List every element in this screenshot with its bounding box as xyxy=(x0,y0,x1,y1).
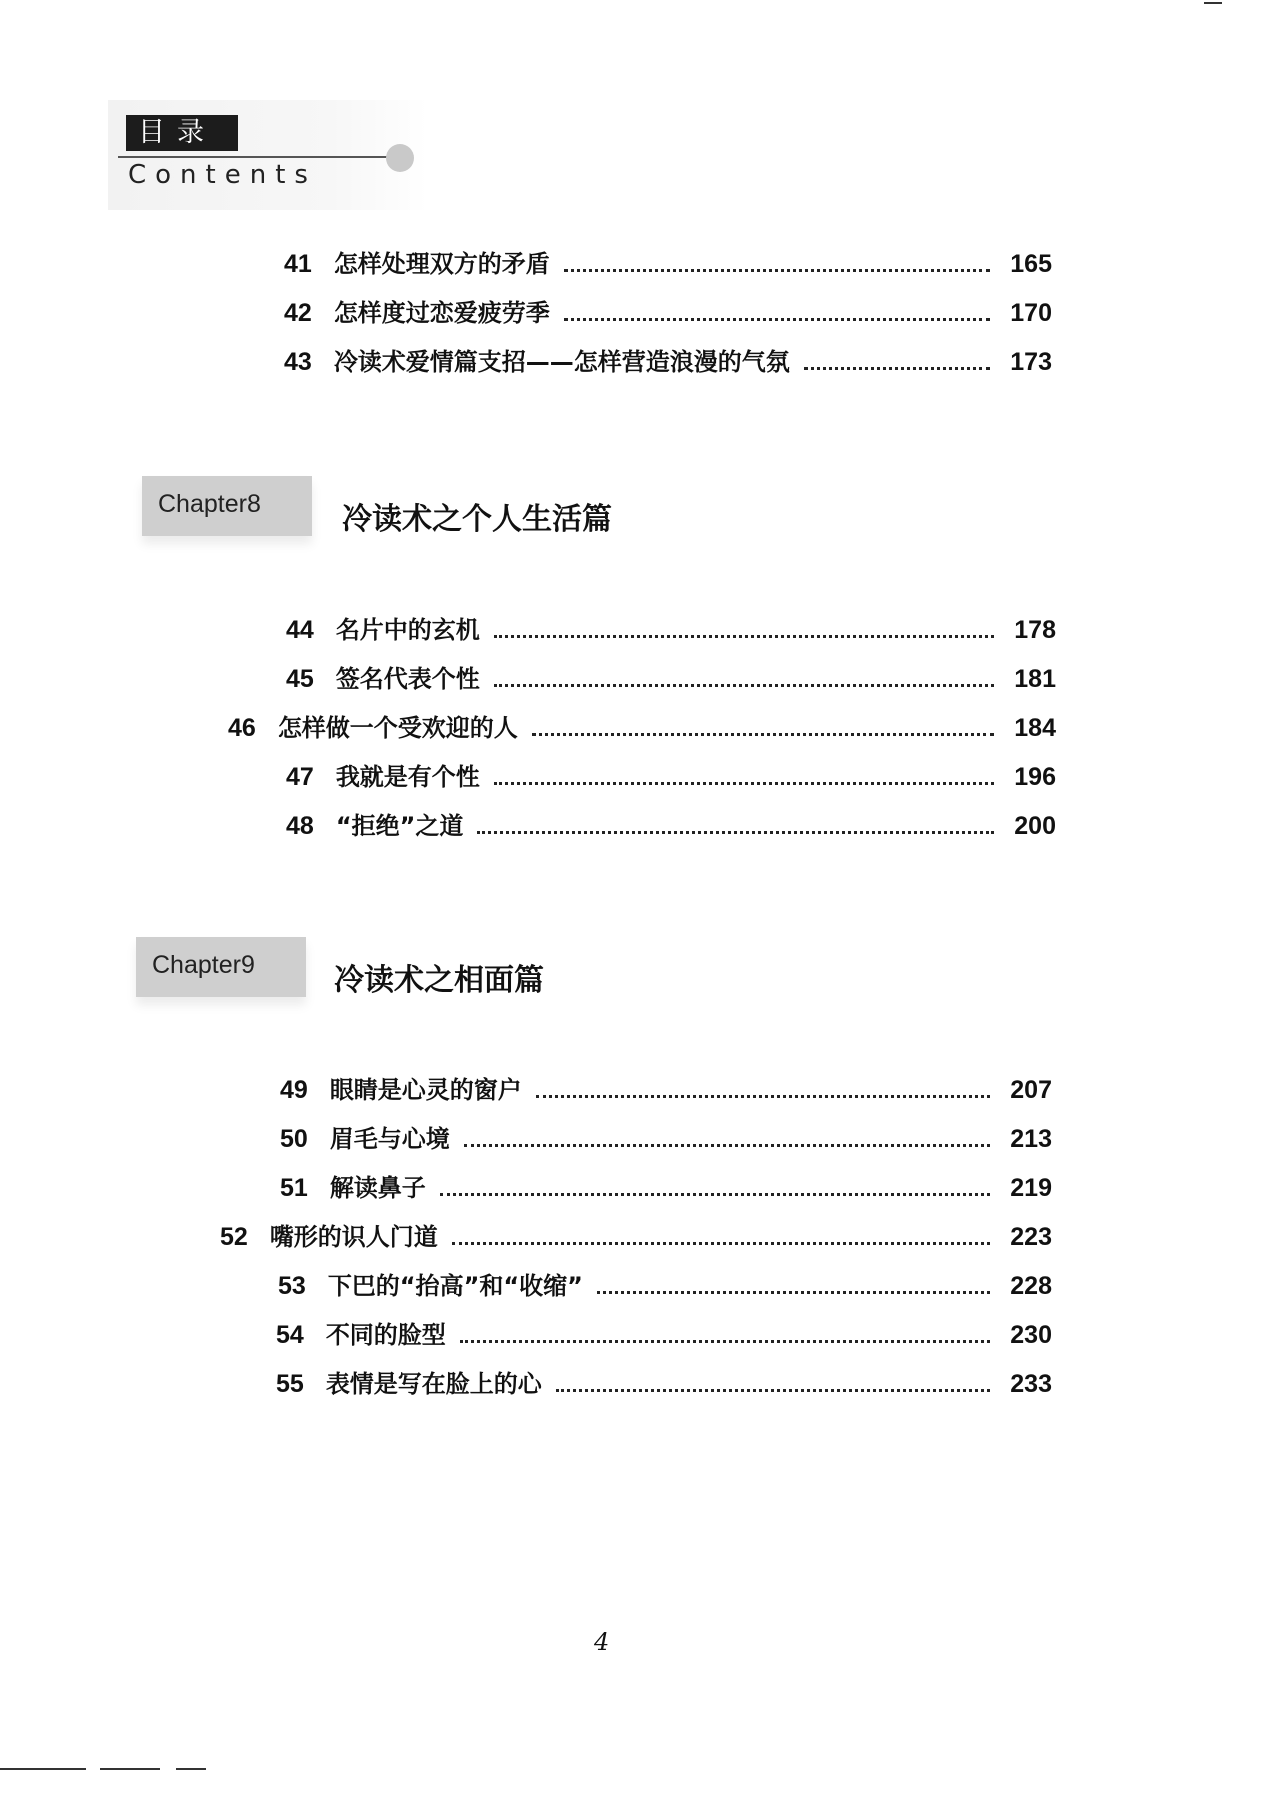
toc-entry[interactable] xyxy=(286,610,1056,650)
entry-page: 178 xyxy=(1014,616,1056,644)
entry-number: 46 xyxy=(228,714,256,742)
dot-leader xyxy=(494,782,994,785)
entry-number: 52 xyxy=(220,1223,248,1251)
entry-number: 51 xyxy=(280,1174,308,1202)
toc-entry[interactable] xyxy=(284,244,1052,284)
scan-mark xyxy=(0,1768,86,1770)
entry-page: 233 xyxy=(1010,1370,1052,1398)
toc-entry[interactable] xyxy=(286,806,1056,846)
contents-subtitle: Contents xyxy=(128,160,317,190)
entry-title: 怎样做一个受欢迎的人 xyxy=(277,714,518,742)
dot-leader xyxy=(564,269,990,272)
entry-number: 44 xyxy=(286,616,314,644)
entry-page: 173 xyxy=(1010,348,1052,376)
entry-number: 55 xyxy=(276,1370,304,1398)
chapter-label: Chapter8 xyxy=(158,490,261,518)
entry-page: 223 xyxy=(1010,1223,1052,1251)
toc-entry[interactable] xyxy=(220,1217,1052,1257)
entry-title: 签名代表个性 xyxy=(335,665,480,693)
dot-leader xyxy=(460,1340,990,1343)
entry-number: 43 xyxy=(284,348,312,376)
chapter-8-title: 冷读术之个人生活篇 xyxy=(342,502,612,537)
entry-title: 嘴形的识人门道 xyxy=(269,1223,438,1251)
dot-leader xyxy=(804,367,990,370)
entry-page: 207 xyxy=(1010,1076,1052,1104)
chapter-9-tab xyxy=(136,937,306,997)
scan-mark xyxy=(176,1768,206,1770)
entry-title: 我就是有个性 xyxy=(335,763,480,791)
scan-mark xyxy=(1204,2,1222,4)
entry-title: 下巴的“抬高”和“收缩” xyxy=(327,1272,583,1300)
chapter-9-title: 冷读术之相面篇 xyxy=(334,963,544,998)
entry-page: 181 xyxy=(1014,665,1056,693)
entry-number: 53 xyxy=(278,1272,306,1300)
page-number: 4 xyxy=(594,1628,610,1656)
dot-leader xyxy=(464,1144,990,1147)
entry-title: 不同的脸型 xyxy=(325,1321,446,1349)
toc-entry[interactable] xyxy=(284,293,1052,333)
toc-entry[interactable] xyxy=(276,1364,1052,1404)
toc-entry[interactable] xyxy=(280,1119,1052,1159)
entry-page: 165 xyxy=(1010,250,1052,278)
toc-entry[interactable] xyxy=(276,1315,1052,1355)
entry-number: 50 xyxy=(280,1125,308,1153)
dot-leader xyxy=(494,684,994,687)
toc-entry[interactable] xyxy=(228,708,1056,748)
chapter-8-tab xyxy=(142,476,312,536)
dot-leader xyxy=(597,1291,990,1294)
toc-entry[interactable] xyxy=(278,1266,1052,1306)
dot-leader xyxy=(556,1389,990,1392)
entry-page: 213 xyxy=(1010,1125,1052,1153)
entry-page: 228 xyxy=(1010,1272,1052,1300)
entry-page: 170 xyxy=(1010,299,1052,327)
entry-title: “拒绝”之道 xyxy=(335,812,464,840)
entry-title: 名片中的玄机 xyxy=(335,616,480,644)
mulu-title: 目录 xyxy=(126,115,238,151)
dot-leader xyxy=(532,733,994,736)
entry-title: 表情是写在脸上的心 xyxy=(325,1370,542,1398)
entry-number: 42 xyxy=(284,299,312,327)
dot-leader xyxy=(440,1193,990,1196)
entry-page: 196 xyxy=(1014,763,1056,791)
dot-leader xyxy=(494,635,994,638)
header-divider xyxy=(118,156,396,158)
entry-number: 54 xyxy=(276,1321,304,1349)
dot-leader xyxy=(536,1095,990,1098)
scan-mark xyxy=(100,1768,160,1770)
entry-title: 冷读术爱情篇支招——怎样营造浪漫的气氛 xyxy=(333,348,790,376)
entry-title: 眼睛是心灵的窗户 xyxy=(329,1076,522,1104)
dot-leader xyxy=(477,831,994,834)
toc-entry[interactable] xyxy=(280,1070,1052,1110)
entry-number: 49 xyxy=(280,1076,308,1104)
entry-title: 怎样处理双方的矛盾 xyxy=(333,250,550,278)
entry-number: 41 xyxy=(284,250,312,278)
dot-leader xyxy=(564,318,990,321)
entry-page: 184 xyxy=(1014,714,1056,742)
toc-header xyxy=(108,100,428,210)
entry-title: 解读鼻子 xyxy=(329,1174,426,1202)
entry-number: 47 xyxy=(286,763,314,791)
entry-number: 45 xyxy=(286,665,314,693)
header-dot-icon xyxy=(386,144,414,172)
entry-page: 230 xyxy=(1010,1321,1052,1349)
toc-entry[interactable] xyxy=(286,757,1056,797)
entry-number: 48 xyxy=(286,812,314,840)
entry-title: 怎样度过恋爱疲劳季 xyxy=(333,299,550,327)
entry-page: 200 xyxy=(1014,812,1056,840)
entry-page: 219 xyxy=(1010,1174,1052,1202)
toc-entry[interactable] xyxy=(284,342,1052,382)
toc-entry[interactable] xyxy=(280,1168,1052,1208)
entry-title: 眉毛与心境 xyxy=(329,1125,450,1153)
chapter-label: Chapter9 xyxy=(152,951,255,979)
dot-leader xyxy=(452,1242,990,1245)
toc-entry[interactable] xyxy=(286,659,1056,699)
